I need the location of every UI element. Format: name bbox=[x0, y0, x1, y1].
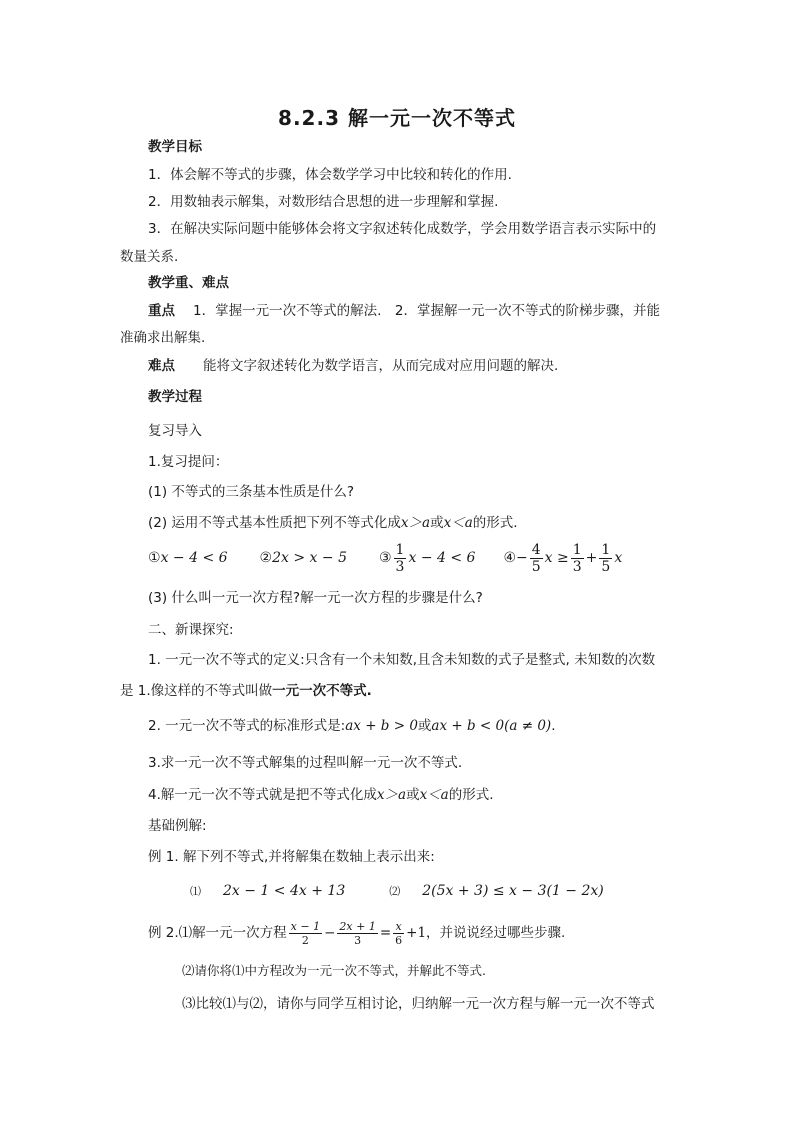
example-2-line: 例 2.⑴解一元一次方程 $\frac{x - 1}{2}$ − $\frac{2x + 1}{3}$ = $\frac{x}{6}$ +1，并说说经过哪些步骤. bbox=[148, 919, 566, 947]
question-3: (3) 什么叫一元一次方程?解一元一次方程的步骤是什么? bbox=[148, 590, 483, 606]
exercise-1: ①x − 4 < 6 bbox=[148, 550, 228, 566]
example-2-part-2: ⑵请你将⑴中方程改为一元一次不等式，并解此不等式. bbox=[182, 963, 486, 978]
basic-examples-heading: 基础例解: bbox=[148, 818, 207, 834]
key-points-heading: 教学重、难点 bbox=[148, 275, 229, 291]
objective-item-2: 2．用数轴表示解集，对数形结合思想的进一步理解和掌握. bbox=[148, 194, 499, 210]
example-2-part-3: ⑶比较⑴与⑵，请你与同学互相讨论，归纳解一元一次方程与解一元一次不等式 bbox=[182, 996, 655, 1012]
objective-item-3-line2: 数量关系. bbox=[120, 249, 179, 265]
point-4: 4.解一元一次不等式就是把不等式化成x＞a或x＜a的形式. bbox=[148, 787, 494, 803]
process-heading: 教学过程 bbox=[148, 389, 202, 405]
definition-term: 一元一次不等式. bbox=[272, 683, 372, 699]
question-1: (1) 不等式的三条基本性质是什么? bbox=[148, 484, 355, 500]
definition-line1: 1. 一元一次不等式的定义:只含有一个未知数,且含未知数的式子是整式, 未知数的次数 bbox=[148, 652, 656, 668]
exercise-4: ④− $\frac{4}{5}$ x ≥ $\frac{1}{3}$ + $\frac{1}{5}$ x bbox=[503, 541, 623, 575]
review-heading: 复习导入 bbox=[148, 423, 202, 439]
difficulty-line bbox=[148, 355, 558, 377]
definition-line2: 是 1.像这样的不等式叫做一元一次不等式. bbox=[120, 683, 372, 699]
exercise-list bbox=[148, 538, 622, 578]
difficulty-text: 能将文字叙述转化为数学语言，从而完成对应用问题的解决. bbox=[203, 358, 559, 374]
focus-line1 bbox=[148, 300, 660, 322]
focus-text: 1．掌握一元一次不等式的解法. 2．掌握解一元一次不等式的阶梯步骤，并能 bbox=[193, 303, 660, 319]
objectives-heading: 教学目标 bbox=[148, 139, 202, 155]
exercise-3: ③ $\frac{1}{3}$ x − 4 < 6 bbox=[378, 541, 476, 575]
objective-item-1: 1．体会解不等式的步骤，体会数学学习中比较和转化的作用. bbox=[148, 167, 512, 183]
focus-line2: 准确求出解集. bbox=[120, 330, 206, 346]
exercise-2: ②2x > x − 5 bbox=[259, 550, 347, 566]
page-title: 8.2.3 解一元一次不等式 bbox=[278, 106, 516, 130]
new-lesson-heading: 二、新课探究: bbox=[148, 622, 234, 638]
difficulty-label: 难点 bbox=[148, 358, 175, 374]
question-2: (2) 运用不等式基本性质把下列不等式化成x＞a或x＜a的形式. bbox=[148, 515, 518, 531]
focus-label: 重点 bbox=[148, 303, 175, 319]
example-1-items: ⑴ 2x − 1 < 4x + 13 ⑵ 2(5x + 3) ≤ x − 3(1 − 2x) bbox=[190, 883, 604, 899]
example-1-heading: 例 1. 解下列不等式,并将解集在数轴上表示出来: bbox=[148, 849, 435, 865]
standard-form: 2. 一元一次不等式的标准形式是:ax + b > 0或ax + b < 0(a ≠ 0). bbox=[148, 718, 556, 734]
example-1-item-2: 2(5x + 3) ≤ x − 3(1 − 2x) bbox=[422, 883, 604, 899]
review-questions-heading: 1.复习提问： bbox=[148, 454, 229, 470]
point-3: 3.求一元一次不等式解集的过程叫解一元一次不等式. bbox=[148, 755, 463, 771]
objective-item-3-line1: 3．在解决实际问题中能够体会将文字叙述转化成数学，学会用数学语言表示实际中的 bbox=[148, 221, 657, 237]
example-1-item-1: 2x − 1 < 4x + 13 bbox=[223, 883, 346, 899]
